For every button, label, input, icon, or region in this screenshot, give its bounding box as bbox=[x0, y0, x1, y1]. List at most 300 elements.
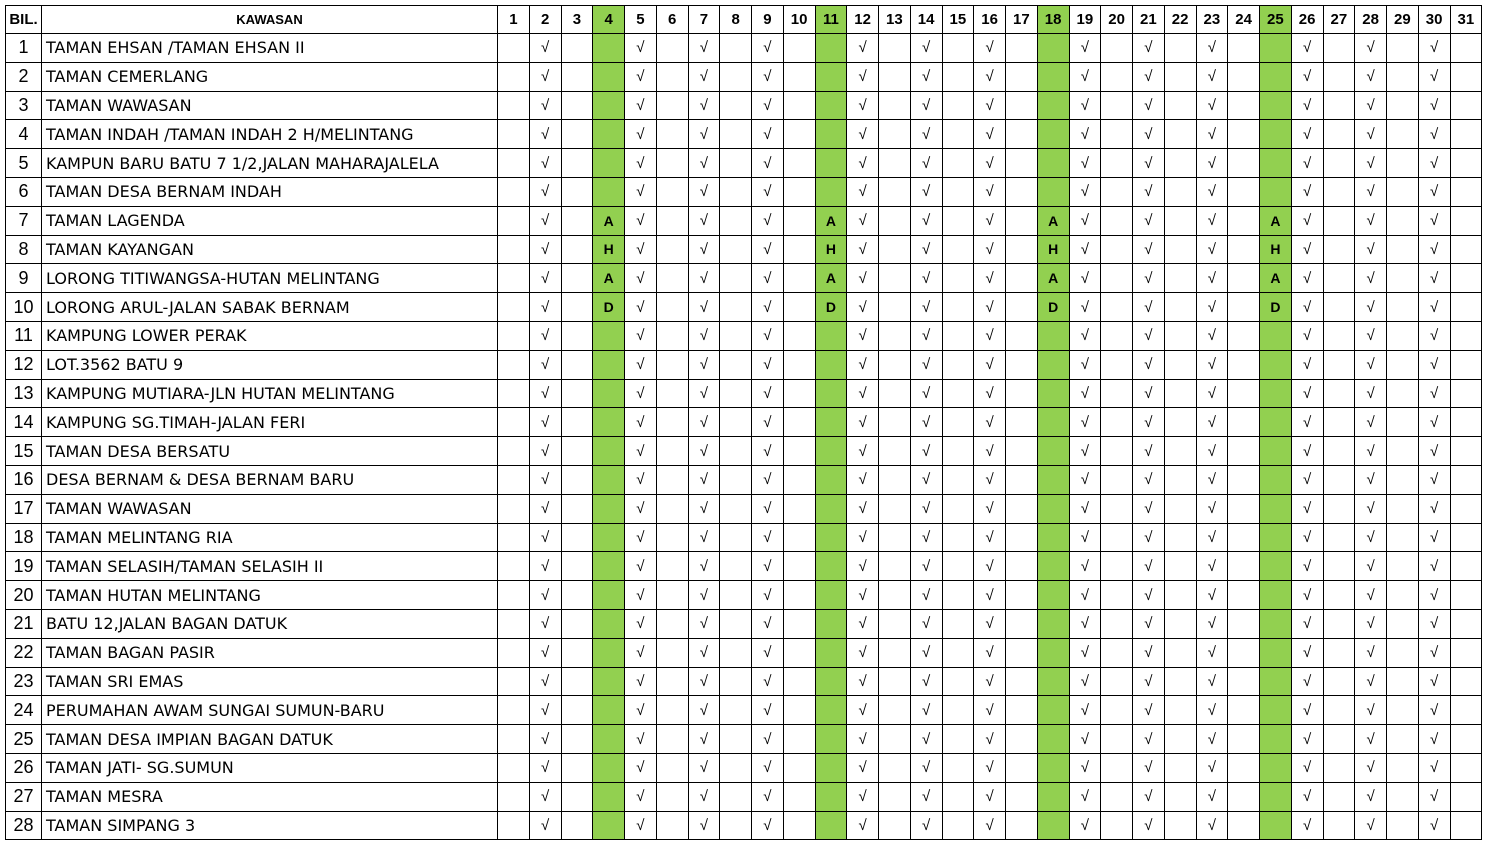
header-day-17: 17 bbox=[1006, 6, 1038, 34]
check-cell: √ bbox=[688, 34, 720, 63]
empty-cell bbox=[942, 581, 974, 610]
empty-cell bbox=[1387, 753, 1419, 782]
check-cell: √ bbox=[1355, 552, 1387, 581]
check-cell: √ bbox=[1291, 235, 1323, 264]
empty-cell bbox=[1164, 609, 1196, 638]
check-cell: √ bbox=[910, 494, 942, 523]
check-cell: √ bbox=[1196, 696, 1228, 725]
empty-cell bbox=[942, 91, 974, 120]
check-cell: √ bbox=[910, 696, 942, 725]
row-kawasan: LORONG TITIWANGSA-HUTAN MELINTANG bbox=[42, 264, 498, 293]
empty-cell bbox=[1450, 34, 1482, 63]
check-cell: √ bbox=[529, 264, 561, 293]
empty-cell bbox=[1006, 465, 1038, 494]
check-cell: √ bbox=[1291, 811, 1323, 840]
header-day-16: 16 bbox=[974, 6, 1006, 34]
check-cell: √ bbox=[752, 293, 784, 322]
check-cell: √ bbox=[1133, 437, 1165, 466]
empty-cell bbox=[656, 235, 688, 264]
check-cell: √ bbox=[1196, 350, 1228, 379]
off-day-cell: A bbox=[1260, 264, 1292, 293]
row-bil: 27 bbox=[6, 782, 42, 811]
check-cell: √ bbox=[529, 321, 561, 350]
off-day-cell bbox=[1037, 465, 1069, 494]
empty-cell bbox=[720, 782, 752, 811]
header-day-31: 31 bbox=[1450, 6, 1482, 34]
check-cell: √ bbox=[529, 91, 561, 120]
off-day-cell bbox=[593, 149, 625, 178]
off-day-cell: D bbox=[1260, 293, 1292, 322]
empty-cell bbox=[1450, 321, 1482, 350]
check-cell: √ bbox=[1418, 91, 1450, 120]
check-cell: √ bbox=[974, 34, 1006, 63]
check-cell: √ bbox=[1418, 782, 1450, 811]
check-cell: √ bbox=[847, 667, 879, 696]
off-day-cell bbox=[1260, 379, 1292, 408]
empty-cell bbox=[879, 408, 911, 437]
check-cell: √ bbox=[688, 782, 720, 811]
empty-cell bbox=[720, 34, 752, 63]
row-bil: 20 bbox=[6, 581, 42, 610]
check-cell: √ bbox=[1133, 753, 1165, 782]
empty-cell bbox=[1450, 149, 1482, 178]
check-cell: √ bbox=[910, 34, 942, 63]
row-bil: 14 bbox=[6, 408, 42, 437]
off-day-cell bbox=[1037, 437, 1069, 466]
empty-cell bbox=[720, 552, 752, 581]
empty-cell bbox=[656, 120, 688, 149]
empty-cell bbox=[561, 494, 593, 523]
check-cell: √ bbox=[625, 264, 657, 293]
empty-cell bbox=[1006, 149, 1038, 178]
empty-cell bbox=[783, 235, 815, 264]
empty-cell bbox=[498, 725, 530, 754]
check-cell: √ bbox=[1196, 581, 1228, 610]
check-cell: √ bbox=[752, 782, 784, 811]
off-day-cell: A bbox=[1037, 264, 1069, 293]
off-day-cell bbox=[593, 782, 625, 811]
empty-cell bbox=[498, 350, 530, 379]
check-cell: √ bbox=[910, 753, 942, 782]
check-cell: √ bbox=[1133, 62, 1165, 91]
table-row bbox=[6, 667, 1482, 696]
empty-cell bbox=[879, 235, 911, 264]
empty-cell bbox=[656, 811, 688, 840]
off-day-cell bbox=[1260, 552, 1292, 581]
check-cell: √ bbox=[529, 62, 561, 91]
header-kawasan: KAWASAN bbox=[42, 6, 498, 34]
off-day-cell: A bbox=[1260, 206, 1292, 235]
check-cell: √ bbox=[1291, 62, 1323, 91]
check-cell: √ bbox=[847, 120, 879, 149]
check-cell: √ bbox=[1355, 725, 1387, 754]
check-cell: √ bbox=[688, 437, 720, 466]
empty-cell bbox=[498, 264, 530, 293]
check-cell: √ bbox=[625, 408, 657, 437]
check-cell: √ bbox=[625, 811, 657, 840]
check-cell: √ bbox=[688, 725, 720, 754]
check-cell: √ bbox=[1133, 408, 1165, 437]
empty-cell bbox=[561, 552, 593, 581]
off-day-cell bbox=[1260, 523, 1292, 552]
empty-cell bbox=[879, 725, 911, 754]
empty-cell bbox=[561, 177, 593, 206]
row-kawasan: TAMAN DESA IMPIAN BAGAN DATUK bbox=[42, 725, 498, 754]
off-day-cell bbox=[1260, 696, 1292, 725]
check-cell: √ bbox=[529, 552, 561, 581]
empty-cell bbox=[783, 753, 815, 782]
header-day-14: 14 bbox=[910, 6, 942, 34]
empty-cell bbox=[1228, 62, 1260, 91]
check-cell: √ bbox=[1069, 408, 1101, 437]
row-kawasan: TAMAN WAWASAN bbox=[42, 494, 498, 523]
empty-cell bbox=[1006, 264, 1038, 293]
empty-cell bbox=[656, 321, 688, 350]
empty-cell bbox=[1164, 149, 1196, 178]
off-day-cell bbox=[815, 120, 847, 149]
row-kawasan: TAMAN SIMPANG 3 bbox=[42, 811, 498, 840]
header-day-26: 26 bbox=[1291, 6, 1323, 34]
header-day-4: 4 bbox=[593, 6, 625, 34]
check-cell: √ bbox=[688, 494, 720, 523]
empty-cell bbox=[498, 609, 530, 638]
check-cell: √ bbox=[974, 753, 1006, 782]
check-cell: √ bbox=[974, 609, 1006, 638]
empty-cell bbox=[1164, 581, 1196, 610]
check-cell: √ bbox=[1418, 753, 1450, 782]
empty-cell bbox=[1450, 264, 1482, 293]
empty-cell bbox=[720, 581, 752, 610]
check-cell: √ bbox=[1133, 638, 1165, 667]
row-bil: 9 bbox=[6, 264, 42, 293]
check-cell: √ bbox=[847, 465, 879, 494]
off-day-cell bbox=[815, 62, 847, 91]
empty-cell bbox=[1101, 725, 1133, 754]
empty-cell bbox=[1006, 62, 1038, 91]
empty-cell bbox=[942, 811, 974, 840]
check-cell: √ bbox=[847, 408, 879, 437]
check-cell: √ bbox=[974, 581, 1006, 610]
check-cell: √ bbox=[1418, 350, 1450, 379]
empty-cell bbox=[498, 523, 530, 552]
off-day-cell bbox=[1260, 437, 1292, 466]
empty-cell bbox=[1101, 120, 1133, 149]
empty-cell bbox=[1323, 465, 1355, 494]
empty-cell bbox=[1228, 437, 1260, 466]
check-cell: √ bbox=[625, 293, 657, 322]
empty-cell bbox=[1006, 638, 1038, 667]
empty-cell bbox=[561, 264, 593, 293]
row-kawasan: TAMAN MELINTANG RIA bbox=[42, 523, 498, 552]
row-bil: 10 bbox=[6, 293, 42, 322]
empty-cell bbox=[942, 235, 974, 264]
row-bil: 1 bbox=[6, 34, 42, 63]
empty-cell bbox=[561, 638, 593, 667]
empty-cell bbox=[498, 62, 530, 91]
empty-cell bbox=[783, 465, 815, 494]
off-day-cell bbox=[1260, 494, 1292, 523]
check-cell: √ bbox=[974, 725, 1006, 754]
empty-cell bbox=[942, 62, 974, 91]
off-day-cell bbox=[815, 782, 847, 811]
empty-cell bbox=[720, 523, 752, 552]
check-cell: √ bbox=[688, 408, 720, 437]
check-cell: √ bbox=[1355, 494, 1387, 523]
empty-cell bbox=[561, 465, 593, 494]
empty-cell bbox=[1387, 552, 1419, 581]
empty-cell bbox=[498, 293, 530, 322]
empty-cell bbox=[879, 350, 911, 379]
empty-cell bbox=[1450, 581, 1482, 610]
empty-cell bbox=[1323, 264, 1355, 293]
empty-cell bbox=[1101, 696, 1133, 725]
empty-cell bbox=[1450, 609, 1482, 638]
empty-cell bbox=[656, 293, 688, 322]
empty-cell bbox=[498, 379, 530, 408]
check-cell: √ bbox=[1291, 638, 1323, 667]
check-cell: √ bbox=[974, 379, 1006, 408]
check-cell: √ bbox=[1069, 494, 1101, 523]
empty-cell bbox=[1387, 437, 1419, 466]
table-row bbox=[6, 62, 1482, 91]
empty-cell bbox=[561, 206, 593, 235]
empty-cell bbox=[1387, 321, 1419, 350]
check-cell: √ bbox=[847, 782, 879, 811]
check-cell: √ bbox=[1291, 321, 1323, 350]
empty-cell bbox=[1228, 149, 1260, 178]
check-cell: √ bbox=[752, 149, 784, 178]
empty-cell bbox=[942, 264, 974, 293]
check-cell: √ bbox=[1418, 408, 1450, 437]
check-cell: √ bbox=[1133, 120, 1165, 149]
check-cell: √ bbox=[1133, 811, 1165, 840]
check-cell: √ bbox=[910, 408, 942, 437]
check-cell: √ bbox=[974, 408, 1006, 437]
check-cell: √ bbox=[688, 177, 720, 206]
empty-cell bbox=[1450, 91, 1482, 120]
empty-cell bbox=[879, 494, 911, 523]
empty-cell bbox=[1164, 782, 1196, 811]
empty-cell bbox=[1228, 782, 1260, 811]
header-day-7: 7 bbox=[688, 6, 720, 34]
empty-cell bbox=[783, 34, 815, 63]
row-kawasan: BATU 12,JALAN BAGAN DATUK bbox=[42, 609, 498, 638]
off-day-cell bbox=[1260, 62, 1292, 91]
empty-cell bbox=[1101, 177, 1133, 206]
check-cell: √ bbox=[1069, 753, 1101, 782]
off-day-cell bbox=[1037, 811, 1069, 840]
check-cell: √ bbox=[752, 638, 784, 667]
check-cell: √ bbox=[688, 667, 720, 696]
empty-cell bbox=[1387, 696, 1419, 725]
empty-cell bbox=[1164, 494, 1196, 523]
empty-cell bbox=[1228, 609, 1260, 638]
check-cell: √ bbox=[529, 235, 561, 264]
empty-cell bbox=[720, 638, 752, 667]
check-cell: √ bbox=[688, 293, 720, 322]
empty-cell bbox=[879, 91, 911, 120]
table-row bbox=[6, 581, 1482, 610]
check-cell: √ bbox=[529, 177, 561, 206]
off-day-cell bbox=[1037, 408, 1069, 437]
empty-cell bbox=[1228, 811, 1260, 840]
check-cell: √ bbox=[1291, 350, 1323, 379]
row-bil: 8 bbox=[6, 235, 42, 264]
check-cell: √ bbox=[1196, 552, 1228, 581]
empty-cell bbox=[1101, 638, 1133, 667]
check-cell: √ bbox=[1069, 350, 1101, 379]
empty-cell bbox=[1387, 725, 1419, 754]
check-cell: √ bbox=[1069, 725, 1101, 754]
empty-cell bbox=[1450, 408, 1482, 437]
empty-cell bbox=[561, 609, 593, 638]
empty-cell bbox=[1164, 638, 1196, 667]
check-cell: √ bbox=[752, 811, 784, 840]
check-cell: √ bbox=[752, 62, 784, 91]
check-cell: √ bbox=[625, 206, 657, 235]
empty-cell bbox=[942, 782, 974, 811]
empty-cell bbox=[656, 408, 688, 437]
check-cell: √ bbox=[752, 264, 784, 293]
empty-cell bbox=[1228, 120, 1260, 149]
check-cell: √ bbox=[625, 149, 657, 178]
table-row bbox=[6, 523, 1482, 552]
check-cell: √ bbox=[847, 811, 879, 840]
empty-cell bbox=[1164, 465, 1196, 494]
check-cell: √ bbox=[1196, 34, 1228, 63]
check-cell: √ bbox=[1418, 465, 1450, 494]
check-cell: √ bbox=[752, 235, 784, 264]
empty-cell bbox=[1228, 552, 1260, 581]
empty-cell bbox=[1164, 293, 1196, 322]
check-cell: √ bbox=[974, 120, 1006, 149]
empty-cell bbox=[656, 725, 688, 754]
check-cell: √ bbox=[1355, 120, 1387, 149]
check-cell: √ bbox=[1133, 177, 1165, 206]
empty-cell bbox=[1164, 321, 1196, 350]
check-cell: √ bbox=[1069, 235, 1101, 264]
empty-cell bbox=[720, 437, 752, 466]
empty-cell bbox=[1323, 293, 1355, 322]
check-cell: √ bbox=[1196, 91, 1228, 120]
empty-cell bbox=[879, 465, 911, 494]
check-cell: √ bbox=[1291, 494, 1323, 523]
check-cell: √ bbox=[1355, 465, 1387, 494]
empty-cell bbox=[1228, 34, 1260, 63]
check-cell: √ bbox=[752, 350, 784, 379]
empty-cell bbox=[783, 696, 815, 725]
check-cell: √ bbox=[1069, 782, 1101, 811]
check-cell: √ bbox=[1355, 293, 1387, 322]
empty-cell bbox=[1450, 206, 1482, 235]
check-cell: √ bbox=[974, 696, 1006, 725]
check-cell: √ bbox=[1291, 206, 1323, 235]
check-cell: √ bbox=[910, 782, 942, 811]
empty-cell bbox=[1164, 811, 1196, 840]
check-cell: √ bbox=[1196, 638, 1228, 667]
empty-cell bbox=[1006, 120, 1038, 149]
row-kawasan: TAMAN LAGENDA bbox=[42, 206, 498, 235]
check-cell: √ bbox=[529, 725, 561, 754]
check-cell: √ bbox=[1355, 177, 1387, 206]
empty-cell bbox=[1006, 408, 1038, 437]
empty-cell bbox=[1101, 753, 1133, 782]
row-kawasan: KAMPUNG MUTIARA-JLN HUTAN MELINTANG bbox=[42, 379, 498, 408]
empty-cell bbox=[720, 321, 752, 350]
empty-cell bbox=[1101, 264, 1133, 293]
off-day-cell bbox=[593, 34, 625, 63]
empty-cell bbox=[1450, 523, 1482, 552]
check-cell: √ bbox=[688, 321, 720, 350]
check-cell: √ bbox=[688, 811, 720, 840]
empty-cell bbox=[1323, 235, 1355, 264]
check-cell: √ bbox=[1133, 782, 1165, 811]
check-cell: √ bbox=[625, 581, 657, 610]
check-cell: √ bbox=[688, 206, 720, 235]
off-day-cell bbox=[815, 149, 847, 178]
empty-cell bbox=[561, 811, 593, 840]
empty-cell bbox=[1450, 437, 1482, 466]
off-day-cell bbox=[815, 609, 847, 638]
off-day-cell bbox=[1260, 638, 1292, 667]
empty-cell bbox=[1164, 34, 1196, 63]
check-cell: √ bbox=[1069, 437, 1101, 466]
check-cell: √ bbox=[847, 91, 879, 120]
row-kawasan: TAMAN MESRA bbox=[42, 782, 498, 811]
row-kawasan: TAMAN BAGAN PASIR bbox=[42, 638, 498, 667]
off-day-cell bbox=[593, 91, 625, 120]
empty-cell bbox=[1101, 494, 1133, 523]
off-day-cell: H bbox=[815, 235, 847, 264]
empty-cell bbox=[720, 149, 752, 178]
empty-cell bbox=[1164, 235, 1196, 264]
empty-cell bbox=[720, 811, 752, 840]
empty-cell bbox=[1323, 177, 1355, 206]
check-cell: √ bbox=[974, 321, 1006, 350]
check-cell: √ bbox=[974, 91, 1006, 120]
check-cell: √ bbox=[625, 465, 657, 494]
check-cell: √ bbox=[1196, 494, 1228, 523]
check-cell: √ bbox=[752, 91, 784, 120]
check-cell: √ bbox=[974, 638, 1006, 667]
off-day-cell bbox=[1260, 321, 1292, 350]
empty-cell bbox=[656, 177, 688, 206]
off-day-cell bbox=[1260, 120, 1292, 149]
empty-cell bbox=[1323, 350, 1355, 379]
table-row bbox=[6, 753, 1482, 782]
check-cell: √ bbox=[625, 437, 657, 466]
empty-cell bbox=[942, 120, 974, 149]
empty-cell bbox=[1387, 293, 1419, 322]
check-cell: √ bbox=[910, 379, 942, 408]
header-day-19: 19 bbox=[1069, 6, 1101, 34]
empty-cell bbox=[561, 696, 593, 725]
empty-cell bbox=[1228, 465, 1260, 494]
check-cell: √ bbox=[625, 523, 657, 552]
check-cell: √ bbox=[1291, 725, 1323, 754]
check-cell: √ bbox=[1069, 149, 1101, 178]
empty-cell bbox=[1006, 552, 1038, 581]
check-cell: √ bbox=[974, 206, 1006, 235]
header-bil: BIL. bbox=[6, 6, 42, 34]
off-day-cell bbox=[815, 725, 847, 754]
check-cell: √ bbox=[1291, 91, 1323, 120]
check-cell: √ bbox=[688, 149, 720, 178]
check-cell: √ bbox=[625, 696, 657, 725]
empty-cell bbox=[561, 667, 593, 696]
row-kawasan: TAMAN SELASIH/TAMAN SELASIH II bbox=[42, 552, 498, 581]
off-day-cell bbox=[1037, 350, 1069, 379]
